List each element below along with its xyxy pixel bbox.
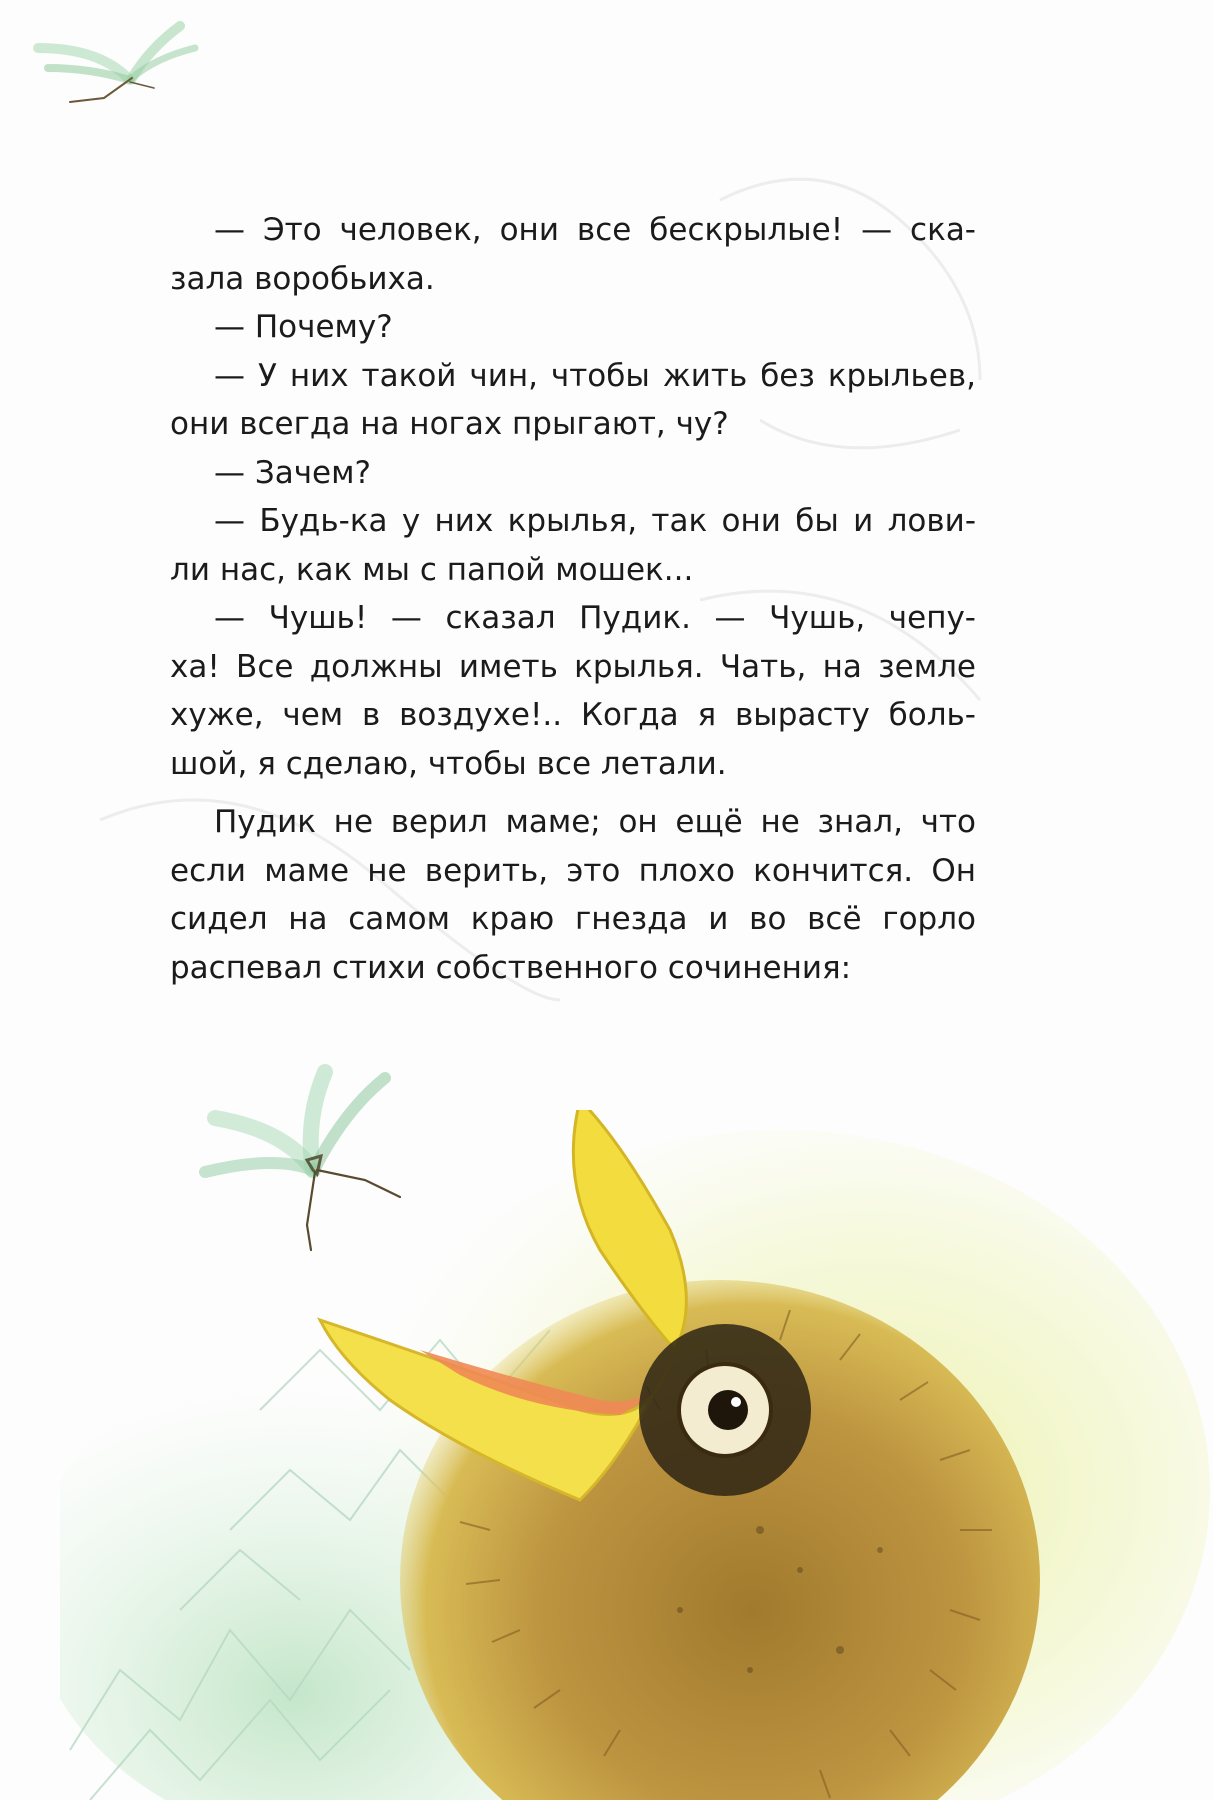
text-line: хуже, чем в воздухе!.. Когда я вырасту боль- [170,697,976,733]
text-line: они всегда на ногах прыгают, чу? [170,406,729,442]
paragraph-gap [170,788,976,798]
text-line: зала воробьиха. [170,260,435,297]
sparrow-chick-illustration [60,1110,1213,1800]
text-line: Пудик не верил маме; он ещё не знал, что [214,804,976,840]
text-line: шой, я сделаю, чтобы все летали. [170,745,727,782]
text-line: сидел на самом краю гнезда и во всё горло [170,901,976,937]
text-line: — Это человек, они все бескрылые! — ска- [214,212,976,248]
text-line: — Зачем? [214,454,371,491]
text-line: — Будь-ка у них крылья, так они бы и лови- [214,503,976,539]
moth-illustration-small [30,18,200,108]
text-line: ли нас, как мы с папой мошек... [170,551,694,588]
text-line: распевал стихи собственного сочинения: [170,949,852,986]
story-text [170,206,976,992]
text-line: — У них такой чин, чтобы жить без крыльев, [214,357,976,394]
text-line: если маме не верить, это плохо кончится. Он [170,852,976,889]
text-line: — Чушь! — сказал Пудик. — Чушь, чепу- [214,600,976,636]
text-line: — Почему? [214,309,393,345]
text-line: ха! Все должны иметь крылья. Чать, на земле [170,648,976,685]
